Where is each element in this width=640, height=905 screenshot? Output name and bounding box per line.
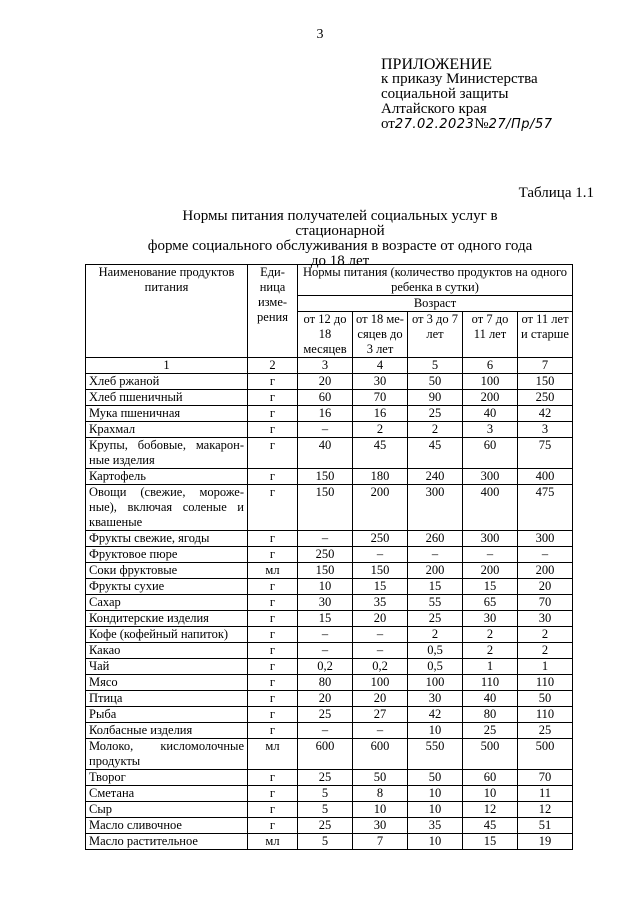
header-age-group: от 18 ме- сяцев до 3 лет xyxy=(353,312,408,358)
norm-value: 15 xyxy=(463,834,518,850)
norm-value: – xyxy=(298,422,353,438)
product-name: Крупы, бобовые, макарон- ные изделия xyxy=(86,438,248,469)
norm-value: 25 xyxy=(408,611,463,627)
product-name: Фрукты сухие xyxy=(86,579,248,595)
norm-value: 25 xyxy=(518,723,573,739)
norm-value: 50 xyxy=(408,374,463,390)
norm-value: 3 xyxy=(463,422,518,438)
norm-value: 150 xyxy=(298,485,353,531)
product-name: Хлеб ржаной xyxy=(86,374,248,390)
norm-value: 200 xyxy=(463,563,518,579)
nutrition-norms-table xyxy=(85,264,573,850)
table-row xyxy=(86,422,573,438)
appendix-title: ПРИЛОЖЕНИЕ xyxy=(381,56,493,73)
document-title xyxy=(140,209,540,269)
norm-value: 42 xyxy=(518,406,573,422)
unit-cell: г xyxy=(248,547,298,563)
norm-value: 12 xyxy=(518,802,573,818)
norm-value: 200 xyxy=(463,390,518,406)
norm-value: 60 xyxy=(463,770,518,786)
norm-value: 40 xyxy=(298,438,353,469)
table-row xyxy=(86,485,573,531)
norm-value: 30 xyxy=(298,595,353,611)
norm-value: 50 xyxy=(518,691,573,707)
norm-value: 10 xyxy=(298,579,353,595)
norm-value: 475 xyxy=(518,485,573,531)
norm-value: 60 xyxy=(463,438,518,469)
column-number: 3 xyxy=(298,358,353,374)
norm-value: 35 xyxy=(408,818,463,834)
header-age-group: от 12 до 18 месяцев xyxy=(298,312,353,358)
norm-value: 500 xyxy=(518,739,573,770)
header-norms: Нормы питания (количество продуктов на одного ребенка в сутки) xyxy=(298,265,573,296)
norm-value: 10 xyxy=(408,802,463,818)
table-label: Таблица 1.1 xyxy=(518,185,594,201)
table-row xyxy=(86,374,573,390)
product-name: Соки фруктовые xyxy=(86,563,248,579)
norm-value: – xyxy=(518,547,573,563)
norm-value: 2 xyxy=(518,627,573,643)
header-row xyxy=(86,265,573,296)
unit-cell: г xyxy=(248,438,298,469)
table-row xyxy=(86,563,573,579)
norm-value: 15 xyxy=(408,579,463,595)
norm-value: 50 xyxy=(408,770,463,786)
unit-cell: г xyxy=(248,818,298,834)
page-number: 3 xyxy=(316,27,324,42)
unit-cell: г xyxy=(248,723,298,739)
norm-value: – xyxy=(353,723,408,739)
norm-value: 0,5 xyxy=(408,643,463,659)
unit-cell: г xyxy=(248,707,298,723)
norm-value: 2 xyxy=(408,422,463,438)
norm-value: – xyxy=(298,643,353,659)
norm-value: – xyxy=(298,531,353,547)
product-name: Чай xyxy=(86,659,248,675)
norm-value: 8 xyxy=(353,786,408,802)
table-row xyxy=(86,691,573,707)
product-name: Кондитерские изделия xyxy=(86,611,248,627)
appendix-line-social: социальной защиты xyxy=(381,86,509,102)
unit-cell: г xyxy=(248,802,298,818)
norm-value: 200 xyxy=(518,563,573,579)
norm-value: 250 xyxy=(518,390,573,406)
norm-value: 0,2 xyxy=(298,659,353,675)
norm-value: 550 xyxy=(408,739,463,770)
unit-cell: г xyxy=(248,627,298,643)
unit-cell: г xyxy=(248,422,298,438)
norm-value: 45 xyxy=(408,438,463,469)
table-row xyxy=(86,595,573,611)
product-name: Сахар xyxy=(86,595,248,611)
unit-cell: г xyxy=(248,390,298,406)
norm-value: 300 xyxy=(463,469,518,485)
norm-value: 16 xyxy=(298,406,353,422)
norm-value: 30 xyxy=(463,611,518,627)
norm-value: 10 xyxy=(408,786,463,802)
norm-value: 5 xyxy=(298,786,353,802)
header-age: Возраст xyxy=(298,296,573,312)
table-row xyxy=(86,390,573,406)
norm-value: 20 xyxy=(353,691,408,707)
norm-value: 2 xyxy=(463,627,518,643)
norm-value: – xyxy=(353,643,408,659)
norm-value: 400 xyxy=(463,485,518,531)
table-row xyxy=(86,786,573,802)
unit-cell: мл xyxy=(248,563,298,579)
title-line-2: форме социального обслуживания в возрасте от одного года xyxy=(147,238,533,254)
unit-cell: г xyxy=(248,579,298,595)
norm-value: 2 xyxy=(518,643,573,659)
product-name: Сыр xyxy=(86,802,248,818)
norm-value: 55 xyxy=(408,595,463,611)
unit-cell: г xyxy=(248,611,298,627)
norm-value: 600 xyxy=(353,739,408,770)
header-age-group: от 7 до 11 лет xyxy=(463,312,518,358)
product-name: Масло сливочное xyxy=(86,818,248,834)
norm-value: 80 xyxy=(298,675,353,691)
unit-cell: г xyxy=(248,675,298,691)
norm-value: 300 xyxy=(408,485,463,531)
norm-value: 16 xyxy=(353,406,408,422)
norm-value: 20 xyxy=(353,611,408,627)
product-name: Какао xyxy=(86,643,248,659)
norm-value: 2 xyxy=(408,627,463,643)
norm-value: 250 xyxy=(353,531,408,547)
norm-value: 600 xyxy=(298,739,353,770)
unit-cell: г xyxy=(248,770,298,786)
product-name: Творог xyxy=(86,770,248,786)
column-number: 7 xyxy=(518,358,573,374)
norm-value: 7 xyxy=(353,834,408,850)
appendix-block xyxy=(381,57,552,132)
order-number: 27/Пр/57 xyxy=(488,117,553,132)
header-age-group: от 3 до 7 лет xyxy=(408,312,463,358)
norm-value: 15 xyxy=(298,611,353,627)
column-number: 6 xyxy=(463,358,518,374)
norm-value: 1 xyxy=(518,659,573,675)
product-name: Мясо xyxy=(86,675,248,691)
product-name: Хлеб пшеничный xyxy=(86,390,248,406)
unit-cell: г xyxy=(248,643,298,659)
norm-value: 30 xyxy=(408,691,463,707)
appendix-line-ministry: к приказу Министерства xyxy=(381,71,538,87)
table-row xyxy=(86,818,573,834)
norm-value: 75 xyxy=(518,438,573,469)
table-row xyxy=(86,802,573,818)
norm-value: 19 xyxy=(518,834,573,850)
header-age-group: от 11 лет и старше xyxy=(518,312,573,358)
norm-value: 20 xyxy=(518,579,573,595)
norm-value: 15 xyxy=(353,579,408,595)
norm-value: – xyxy=(408,547,463,563)
product-name: Масло растительное xyxy=(86,834,248,850)
table-row xyxy=(86,469,573,485)
norm-value: 45 xyxy=(463,818,518,834)
product-name: Картофель xyxy=(86,469,248,485)
column-number-row xyxy=(86,358,573,374)
product-name: Сметана xyxy=(86,786,248,802)
norm-value: 70 xyxy=(353,390,408,406)
norm-value: 40 xyxy=(463,406,518,422)
product-name: Фрукты свежие, ягоды xyxy=(86,531,248,547)
header-unit: Еди- ница изме- рения xyxy=(248,265,298,358)
column-number: 1 xyxy=(86,358,248,374)
norm-value: 10 xyxy=(408,723,463,739)
norm-value: – xyxy=(298,723,353,739)
table-row xyxy=(86,707,573,723)
unit-cell: г xyxy=(248,595,298,611)
norm-value: 20 xyxy=(298,691,353,707)
table-row xyxy=(86,627,573,643)
appendix-line-region: Алтайского края xyxy=(381,101,487,117)
norm-value: 11 xyxy=(518,786,573,802)
product-name: Рыба xyxy=(86,707,248,723)
norm-value: 60 xyxy=(298,390,353,406)
table-row xyxy=(86,438,573,469)
norm-value: 240 xyxy=(408,469,463,485)
table-row xyxy=(86,611,573,627)
table-row xyxy=(86,547,573,563)
norm-value: 5 xyxy=(298,834,353,850)
norm-value: 25 xyxy=(463,723,518,739)
norm-value: 30 xyxy=(353,818,408,834)
norm-value: 110 xyxy=(518,707,573,723)
product-name: Овощи (свежие, мороже- ные), включая соленые и квашеные xyxy=(86,485,248,531)
unit-cell: г xyxy=(248,406,298,422)
unit-cell: г xyxy=(248,469,298,485)
norm-value: 42 xyxy=(408,707,463,723)
norm-value: 27 xyxy=(353,707,408,723)
table-row xyxy=(86,770,573,786)
unit-cell: г xyxy=(248,786,298,802)
norm-value: 110 xyxy=(463,675,518,691)
norm-value: – xyxy=(353,547,408,563)
column-number: 5 xyxy=(408,358,463,374)
table-row xyxy=(86,531,573,547)
unit-cell: г xyxy=(248,531,298,547)
norm-value: 15 xyxy=(463,579,518,595)
norm-value: 500 xyxy=(463,739,518,770)
unit-cell: мл xyxy=(248,739,298,770)
norm-value: 300 xyxy=(518,531,573,547)
norm-value: 5 xyxy=(298,802,353,818)
norm-value: 35 xyxy=(353,595,408,611)
norm-value: 2 xyxy=(353,422,408,438)
norm-value: 25 xyxy=(298,707,353,723)
number-prefix: № xyxy=(474,116,489,132)
norm-value: 150 xyxy=(298,563,353,579)
norm-value: 45 xyxy=(353,438,408,469)
table-row xyxy=(86,675,573,691)
table-row xyxy=(86,659,573,675)
norm-value: – xyxy=(463,547,518,563)
unit-cell: г xyxy=(248,374,298,390)
norm-value: 65 xyxy=(463,595,518,611)
norm-value: 25 xyxy=(298,818,353,834)
norm-value: 300 xyxy=(463,531,518,547)
norm-value: 10 xyxy=(353,802,408,818)
table-row xyxy=(86,834,573,850)
norm-value: 1 xyxy=(463,659,518,675)
appendix-order-line xyxy=(381,117,552,132)
norm-value: 110 xyxy=(518,675,573,691)
norm-value: 0,5 xyxy=(408,659,463,675)
table-row xyxy=(86,643,573,659)
unit-cell: г xyxy=(248,691,298,707)
norm-value: 70 xyxy=(518,595,573,611)
norm-value: 260 xyxy=(408,531,463,547)
norm-value: 150 xyxy=(518,374,573,390)
norm-value: 200 xyxy=(408,563,463,579)
title-line-1: Нормы питания получателей социальных услуг в стационарной xyxy=(182,208,498,239)
norm-value: 25 xyxy=(298,770,353,786)
norm-value: 10 xyxy=(408,834,463,850)
unit-cell: г xyxy=(248,659,298,675)
date-prefix: от xyxy=(381,116,395,132)
norm-value: 150 xyxy=(353,563,408,579)
header-product-name: Наименование продуктов питания xyxy=(86,265,248,358)
order-date: 27.02.2023 xyxy=(394,117,475,132)
norm-value: 0,2 xyxy=(353,659,408,675)
norm-value: 20 xyxy=(298,374,353,390)
norm-value: 80 xyxy=(463,707,518,723)
norm-value: 12 xyxy=(463,802,518,818)
product-name: Колбасные изделия xyxy=(86,723,248,739)
norm-value: 250 xyxy=(298,547,353,563)
product-name: Молоко, кисломолочные продукты xyxy=(86,739,248,770)
table-row xyxy=(86,739,573,770)
product-name: Фруктовое пюре xyxy=(86,547,248,563)
norm-value: 180 xyxy=(353,469,408,485)
product-name: Кофе (кофейный напиток) xyxy=(86,627,248,643)
norm-value: 50 xyxy=(353,770,408,786)
norm-value: 200 xyxy=(353,485,408,531)
norm-value: 100 xyxy=(463,374,518,390)
table-row xyxy=(86,723,573,739)
column-number: 4 xyxy=(353,358,408,374)
norm-value: – xyxy=(353,627,408,643)
norm-value: 400 xyxy=(518,469,573,485)
title-line-3: до 18 лет xyxy=(310,253,370,269)
norm-value: 30 xyxy=(518,611,573,627)
table-row xyxy=(86,406,573,422)
product-name: Птица xyxy=(86,691,248,707)
norm-value: 150 xyxy=(298,469,353,485)
product-name: Крахмал xyxy=(86,422,248,438)
norm-value: – xyxy=(298,627,353,643)
norm-value: 70 xyxy=(518,770,573,786)
norm-value: 90 xyxy=(408,390,463,406)
norm-value: 3 xyxy=(518,422,573,438)
unit-cell: мл xyxy=(248,834,298,850)
norm-value: 25 xyxy=(408,406,463,422)
norm-value: 30 xyxy=(353,374,408,390)
norm-value: 10 xyxy=(463,786,518,802)
column-number: 2 xyxy=(248,358,298,374)
norm-value: 100 xyxy=(408,675,463,691)
norm-value: 51 xyxy=(518,818,573,834)
norm-value: 2 xyxy=(463,643,518,659)
table-row xyxy=(86,579,573,595)
norm-value: 40 xyxy=(463,691,518,707)
unit-cell: г xyxy=(248,485,298,531)
norm-value: 100 xyxy=(353,675,408,691)
product-name: Мука пшеничная xyxy=(86,406,248,422)
